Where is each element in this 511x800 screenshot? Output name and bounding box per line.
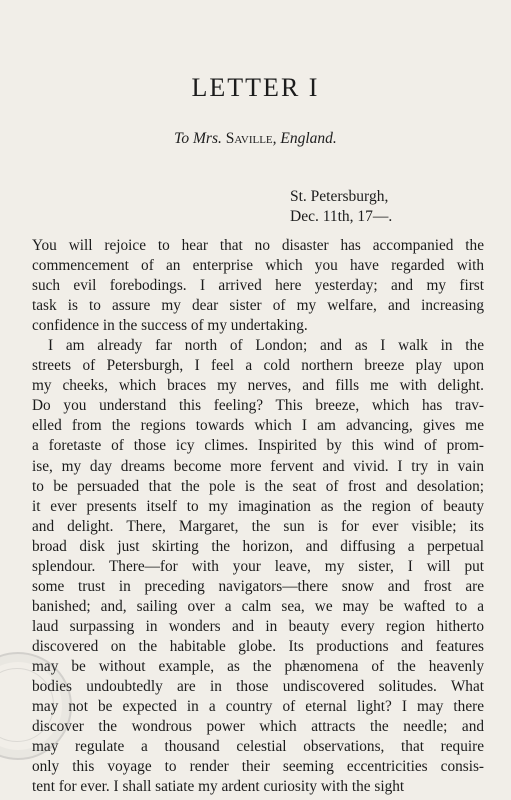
- text-line: it ever presents itself to my imagination as the region of beauty: [32, 497, 484, 515]
- text-line: a foretaste of those icy climes. Inspirited by this wind of prom-: [32, 437, 484, 455]
- text-line: may regulate a thousand celestial observations, that require: [32, 738, 484, 756]
- text-line: may not be expected in a country of eternal light? I may there: [32, 698, 484, 716]
- text-line: streets of Petersburgh, I feel a cold northern breeze play upon: [32, 357, 484, 375]
- salutation: [0, 128, 511, 150]
- text-line: ise, my day dreams become more fervent and vivid. I try in vain: [32, 457, 484, 475]
- text-line: broad disk just skirting the horizon, and diffusing a perpetual: [32, 537, 484, 555]
- text-line: to be persuaded that the pole is the seat of frost and desolation;: [32, 477, 484, 495]
- text-line: I am already far north of London; and as I walk in the: [48, 337, 484, 355]
- text-line: discovered on the habitable globe. Its productions and features: [32, 637, 484, 655]
- text-line: my cheeks, which braces my nerves, and fills me with delight.: [32, 377, 484, 395]
- text-line: tent for ever. I shall satiate my ardent curiosity with the sight: [32, 778, 405, 796]
- text-line: some trust in preceding navigators—there snow and frost are: [32, 577, 484, 595]
- letter-heading: LETTER I: [191, 73, 320, 102]
- salutation-suffix: , England.: [272, 130, 337, 147]
- text-line: You will rejoice to hear that no disaster has accompanied the: [32, 237, 484, 254]
- text-line: splendour. There—for with your leave, my sister, I will put: [32, 557, 484, 575]
- salutation-name: Saville: [225, 130, 273, 147]
- text-line: and delight. There, Margaret, the sun is for ever visible; its: [32, 517, 484, 535]
- text-line: task is to assure my dear sister of my welfare, and increasing: [32, 297, 484, 315]
- text-line: only this voyage to render their seeming eccentricities consis-: [32, 758, 484, 776]
- dateline: [290, 187, 392, 227]
- text-line: confidence in the success of my undertaking.: [32, 317, 308, 335]
- salutation-prefix: To Mrs.: [174, 130, 226, 147]
- text-line: banished; and, sailing over a calm sea, we may be wafted to a: [32, 597, 484, 615]
- letter-body: [32, 236, 484, 797]
- text-line: bodies undoubtedly are in those undiscovered solitudes. What: [32, 678, 484, 696]
- text-line: such evil forebodings. I arrived here yesterday; and my first: [32, 277, 484, 295]
- text-line: may be without example, as the phænomena of the heavenly: [32, 657, 484, 675]
- text-line: discover the wondrous power which attracts the needle; and: [32, 718, 484, 736]
- text-line: Do you understand this feeling? This breeze, which has trav-: [32, 397, 484, 415]
- text-line: commencement of an enterprise which you have regarded with: [32, 257, 484, 275]
- text-line: laud surpassing in wonders and in beauty every region hitherto: [32, 617, 484, 635]
- dateline-place: St. Petersburgh,: [290, 188, 389, 205]
- text-line: elled from the regions towards which I am advancing, gives me: [32, 417, 484, 435]
- dateline-date: Dec. 11th, 17—.: [290, 208, 393, 225]
